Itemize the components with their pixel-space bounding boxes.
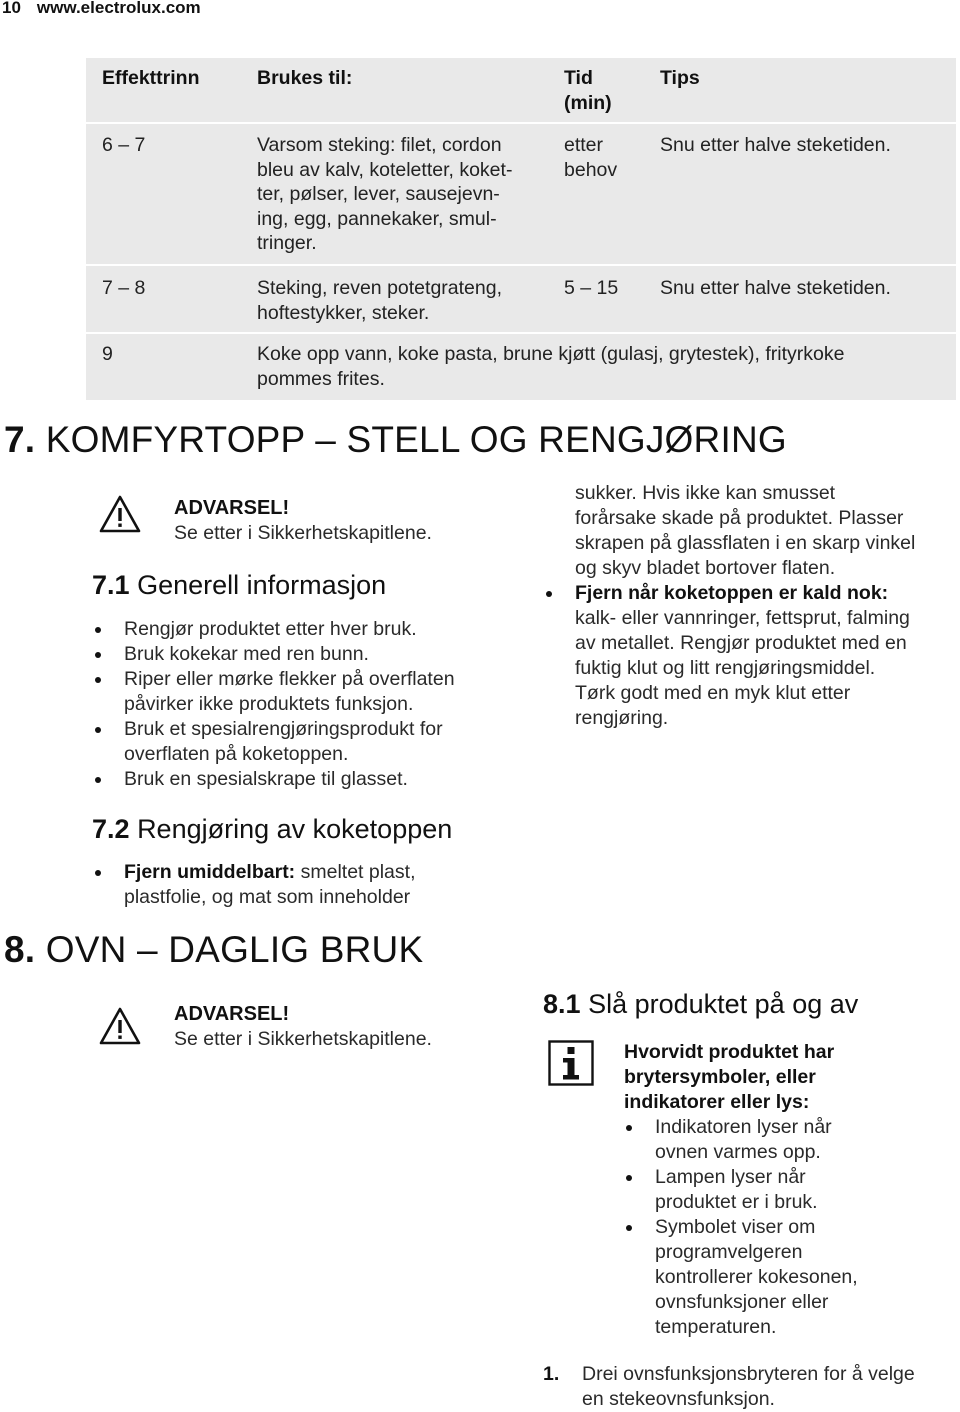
section-8-heading: 8. OVN – DAGLIG BRUK bbox=[4, 929, 424, 970]
row2-time: 5 – 15 bbox=[564, 277, 619, 299]
subsection-7-1-heading: 7.1 Generell informasjon bbox=[92, 570, 387, 600]
warning-icon bbox=[98, 1006, 142, 1046]
warning-box bbox=[174, 496, 432, 546]
warning-box bbox=[174, 1002, 432, 1052]
row2-level: 7 – 8 bbox=[102, 277, 146, 299]
list-item: Fjern når koketoppen er kald nok: kalk- eller vannringer, fettsprut, falming av metallet. Rengjør produktet med en fuktig klut og litt rengjøringsmiddel. Tørk godt med en myk klut etter rengjøring. bbox=[575, 582, 910, 729]
subsection-8-1-heading: 8.1 Slå produktet på og av bbox=[543, 989, 859, 1019]
list-item: Symbolet viser om programvelgeren kontrollerer kokesonen, ovnsfunksjoner eller temperaturen. bbox=[655, 1216, 858, 1338]
list-item: Bruk et spesialrengjøringsprodukt for overflaten på koketoppen. bbox=[124, 717, 455, 767]
general-info-list bbox=[124, 617, 455, 792]
list-item: Rengjør produktet etter hver bruk. bbox=[124, 617, 455, 642]
warning-text: Se etter i Sikkerhetskapitlene. bbox=[174, 522, 432, 544]
cleaning-continuation: sukker. Hvis ikke kan smusset forårsake skade på produktet. Plasser skrapen på glassflaten i en skarp vinkel og skyv bladet bortover flaten. bbox=[575, 482, 916, 579]
row1-time: etter behov bbox=[564, 134, 618, 181]
warning-text: Se etter i Sikkerhetskapitlene. bbox=[174, 1028, 432, 1050]
row1-level: 6 – 7 bbox=[102, 134, 146, 156]
row1-use: Varsom steking: filet, cordon bleu av kalv, koteletter, koket- ter, pølser, lever, sausejevn- ing, egg, pannekaker, smul- tringer. bbox=[257, 134, 513, 254]
list-item: Bruk en spesialskrape til glasset. bbox=[124, 767, 455, 792]
info-icon bbox=[548, 1040, 594, 1086]
row1-tips: Snu etter halve steketiden. bbox=[660, 134, 891, 156]
col-header-level: Effekttrinn bbox=[102, 67, 200, 89]
col-header-time: Tid (min) bbox=[564, 67, 612, 114]
list-item: Fjern umiddelbart: smeltet plast, plastfolie, og mat som inneholder bbox=[124, 861, 416, 908]
page-number: 10 bbox=[2, 0, 21, 17]
info-title: Hvorvidt produktet har brytersymboler, eller indikatorer eller lys: bbox=[624, 1041, 835, 1113]
cleaning-list bbox=[124, 860, 415, 910]
subsection-7-2-heading: 7.2 Rengjøring av koketoppen bbox=[92, 814, 453, 844]
cleaning-list-cont bbox=[575, 581, 910, 731]
list-item: Lampen lyser når produktet er i bruk. bbox=[655, 1165, 858, 1215]
list-item: Bruk kokekar med ren bunn. bbox=[124, 642, 455, 667]
step-number: 1. bbox=[543, 1363, 560, 1385]
page-header bbox=[2, 0, 201, 18]
step-text: Drei ovnsfunksjonsbryteren for å velge en stekeovnsfunksjon. bbox=[582, 1363, 915, 1410]
list-item: Riper eller mørke flekker på overflaten påvirker ikke produktets funksjon. bbox=[124, 668, 455, 715]
warning-icon bbox=[98, 494, 142, 534]
row3-level: 9 bbox=[102, 343, 113, 365]
row-divider bbox=[86, 122, 956, 124]
indicator-list bbox=[655, 1115, 858, 1340]
heat-level-table bbox=[86, 58, 956, 400]
col-header-tips: Tips bbox=[660, 67, 700, 89]
row2-tips: Snu etter halve steketiden. bbox=[660, 277, 891, 299]
warning-title: ADVARSEL! bbox=[174, 497, 290, 519]
row-divider bbox=[86, 264, 956, 266]
col-header-use: Brukes til: bbox=[257, 67, 353, 89]
list-item: Indikatoren lyser når ovnen varmes opp. bbox=[655, 1115, 858, 1165]
warning-title: ADVARSEL! bbox=[174, 1003, 290, 1025]
row2-use: Steking, reven potetgrateng, hoftestykker, steker. bbox=[257, 277, 502, 324]
row3-use: Koke opp vann, koke pasta, brune kjøtt (gulasj, grytestek), frityrkoke pommes frites. bbox=[257, 343, 845, 390]
site-url: www.electrolux.com bbox=[36, 0, 201, 17]
section-7-heading: 7. KOMFYRTOPP – STELL OG RENGJØRING bbox=[4, 419, 787, 460]
row-divider bbox=[86, 332, 956, 334]
